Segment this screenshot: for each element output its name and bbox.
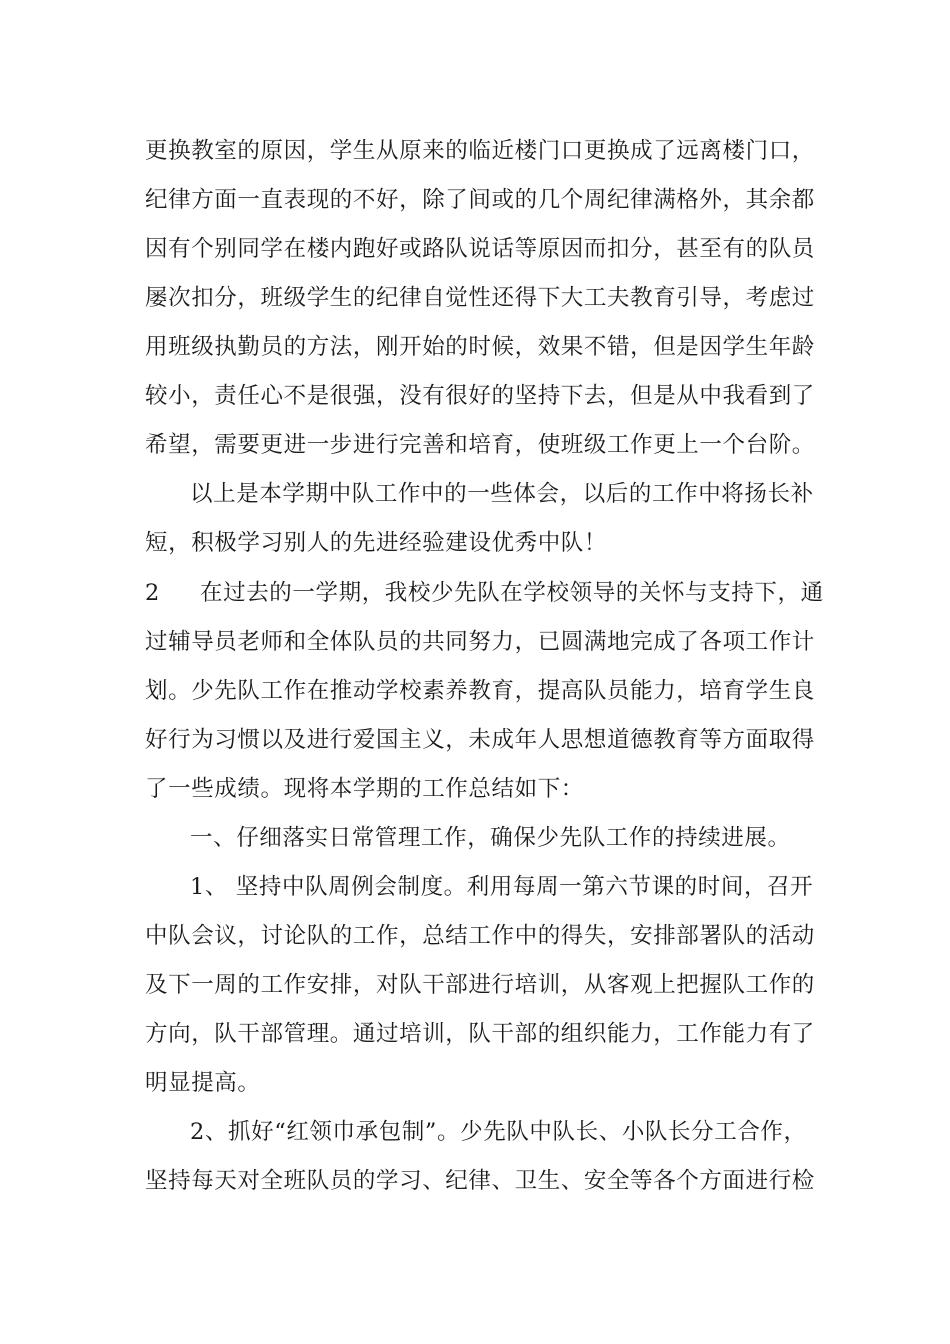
section-heading: 一、仔细落实日常管理工作，确保少先队工作的持续进展。	[190, 825, 791, 851]
text-line: 方向，队干部管理。通过培训，队干部的组织能力，工作能力有了	[145, 1021, 815, 1047]
text-line: 在过去的一学期，我校少先队在学校领导的关怀与支持下，通	[200, 580, 824, 606]
paragraph-first-line: 以上是本学期中队工作中的一些体会，以后的工作中将扬长补	[190, 481, 814, 507]
text-line: 好行为习惯以及进行爱国主义，未成年人思想道德教育等方面取得	[145, 727, 815, 753]
text-line: 较小，责任心不是很强，没有很好的坚持下去，但是从中我看到了	[145, 383, 815, 409]
section-number-line	[145, 578, 824, 608]
text-line: 过辅导员老师和全体队员的共同努力，已圆满地完成了各项工作计	[145, 629, 815, 655]
text-line: 用班级执勤员的方法，刚开始的时候，效果不错，但是因学生年龄	[145, 334, 815, 360]
text-line: 明显提高。	[145, 1070, 261, 1096]
text-line: 纪律方面一直表现的不好，除了间或的几个周纪律满格外，其余都	[145, 187, 815, 213]
section-number: 2	[145, 580, 160, 606]
text-line: 划。少先队工作在推动学校素养教育，提高队员能力，培育学生良	[145, 678, 815, 704]
text-line: 屡次扣分，班级学生的纪律自觉性还得下大工夫教育引导，考虑过	[145, 285, 815, 311]
text-line: 短，积极学习别人的先进经验建设优秀中队！	[145, 530, 608, 556]
text-line: 坚持每天对全班队员的学习、纪律、卫生、安全等各个方面进行检	[145, 1168, 815, 1194]
text-line: 了一些成绩。现将本学期的工作总结如下：	[145, 776, 584, 802]
text-line: 希望，需要更进一步进行完善和培育，使班级工作更上一个台阶。	[145, 432, 815, 458]
text-line: 因有个别同学在楼内跑好或路队说话等原因而扣分，甚至有的队员	[145, 236, 815, 262]
text-line: 中队会议，讨论队的工作，总结工作中的得失，安排部署队的活动	[145, 923, 815, 949]
paragraph-first-line: 1、 坚持中队周例会制度。利用每周一第六节课的时间，召开	[190, 874, 814, 900]
text-line: 更换教室的原因，学生从原来的临近楼门口更换成了远离楼门口，	[145, 138, 815, 164]
text-line: 及下一周的工作安排，对队干部进行培训，从客观上把握队工作的	[145, 972, 815, 998]
paragraph-first-line: 2、抓好“红领巾承包制”。少先队中队长、小队长分工合作，	[190, 1119, 807, 1145]
